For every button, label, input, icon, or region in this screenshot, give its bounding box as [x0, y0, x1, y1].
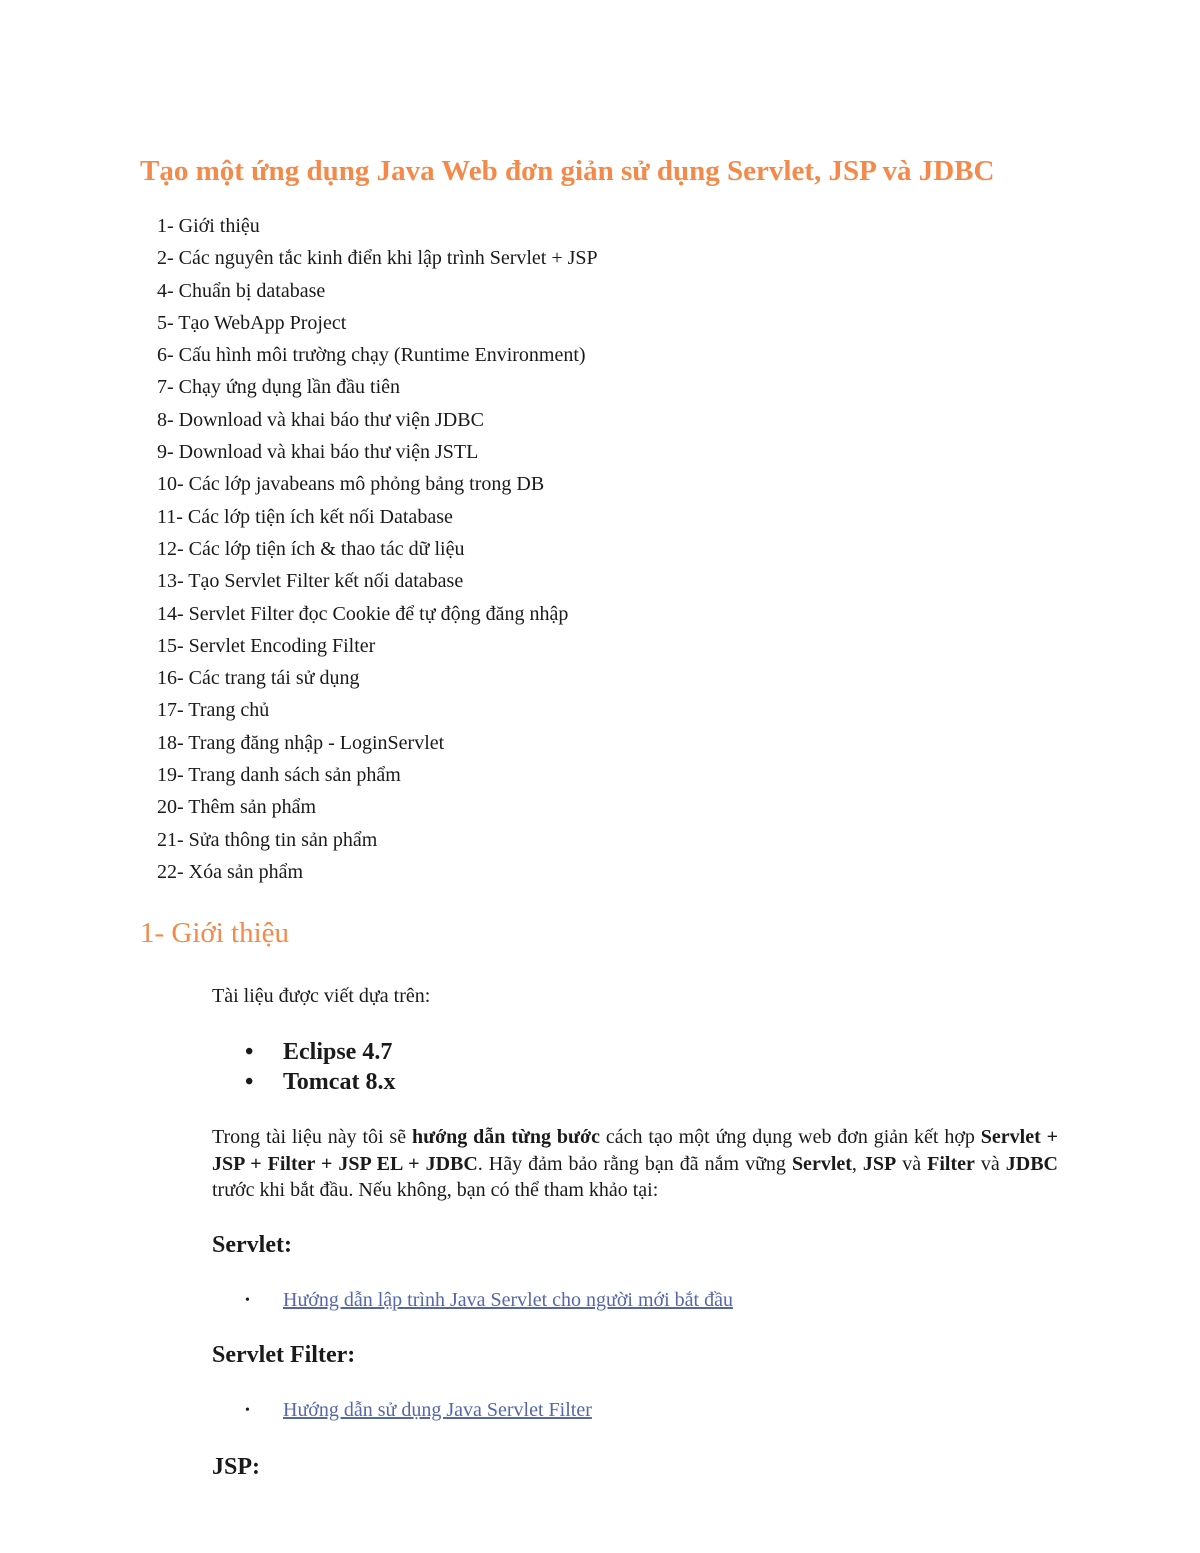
bullet-icon: • [245, 1293, 250, 1308]
list-item [245, 1067, 395, 1097]
section-heading-introduction: 1- Giới thiệu [140, 917, 290, 949]
paragraph-text: và [974, 1152, 1006, 1175]
paragraph-text: trước khi bắt đầu. Nếu không, bạn có thể tham khảo tại: [212, 1179, 659, 1201]
toc-item: 21- Sửa thông tin sản phẩm [157, 828, 378, 851]
toc-item: 2- Các nguyên tắc kinh điển khi lập trình Servlet + JSP [157, 247, 598, 270]
tool-label: Eclipse 4.7 [283, 1039, 393, 1065]
paragraph-text: , [851, 1152, 863, 1175]
paragraph-text: . Hãy đảm bảo rằng bạn đã nắm vững [477, 1152, 792, 1175]
toc-item: 10- Các lớp javabeans mô phỏng bảng trong DB [157, 473, 545, 496]
toc-item: 12- Các lớp tiện ích & thao tác dữ liệu [157, 537, 465, 560]
toc-item: 5- Tạo WebApp Project [157, 311, 347, 334]
paragraph-text: Trong tài liệu này tôi sẽ [212, 1126, 412, 1148]
toc-item: 7- Chạy ứng dụng lần đầu tiên [157, 376, 401, 399]
intro-paragraph [212, 1124, 1058, 1204]
servlet-filter-tutorial-link[interactable]: Hướng dẫn sử dụng Java Servlet Filter [283, 1399, 592, 1421]
list-item [245, 1037, 395, 1067]
toc-item: 19- Trang danh sách sản phẩm [157, 764, 401, 787]
document-title: Tạo một ứng dụng Java Web đơn giản sử dụng Servlet, JSP và JDBC [140, 155, 995, 187]
bullet-icon: • [245, 1069, 254, 1095]
paragraph-bold-text: JSP [862, 1152, 897, 1175]
paragraph-bold-text: hướng dẫn từng bước [411, 1126, 600, 1148]
servlet-link-item [245, 1289, 733, 1312]
toc-item: 8- Download và khai báo thư viện JDBC [157, 408, 484, 431]
toc-item: 22- Xóa sản phẩm [157, 860, 304, 883]
jsp-heading: JSP: [212, 1454, 260, 1480]
filter-link-item [245, 1399, 592, 1422]
toc-item: 11- Các lớp tiện ích kết nối Database [157, 505, 453, 528]
intro-text: Tài liệu được viết dựa trên: [212, 985, 431, 1007]
paragraph-text: cách tạo một ứng dụng web đơn giản kết hợp [599, 1126, 981, 1148]
toc-item: 20- Thêm sản phẩm [157, 796, 317, 819]
paragraph-bold-text: JDBC [1005, 1152, 1058, 1175]
bullet-icon: • [245, 1403, 250, 1418]
paragraph-text: và [896, 1152, 928, 1175]
servlet-heading: Servlet: [212, 1232, 292, 1258]
tools-list [245, 1037, 395, 1097]
toc-item: 14- Servlet Filter đọc Cookie để tự động đăng nhập [157, 602, 569, 625]
paragraph-bold-text: Servlet + JSP + Filter + JSP EL + JDBC [212, 1126, 1058, 1175]
table-of-contents [157, 210, 598, 888]
toc-item: 16- Các trang tái sử dụng [157, 667, 360, 690]
servlet-filter-heading: Servlet Filter: [212, 1342, 356, 1368]
paragraph-bold-text: Filter [927, 1152, 975, 1175]
tool-label: Tomcat 8.x [283, 1069, 396, 1095]
servlet-tutorial-link[interactable]: Hướng dẫn lập trình Java Servlet cho người mới bắt đầu [283, 1289, 733, 1311]
toc-item: 9- Download và khai báo thư viện JSTL [157, 441, 479, 464]
toc-item: 4- Chuẩn bị database [157, 279, 326, 302]
toc-item: 18- Trang đăng nhập - LoginServlet [157, 731, 445, 754]
toc-item: 1- Giới thiệu [157, 215, 260, 237]
toc-item: 15- Servlet Encoding Filter [157, 634, 376, 657]
toc-item: 6- Cấu hình môi trường chạy (Runtime Environment) [157, 344, 586, 367]
toc-item: 17- Trang chủ [157, 699, 270, 722]
paragraph-bold-text: Servlet [791, 1152, 852, 1175]
toc-item: 13- Tạo Servlet Filter kết nối database [157, 570, 464, 593]
bullet-icon: • [245, 1039, 254, 1065]
